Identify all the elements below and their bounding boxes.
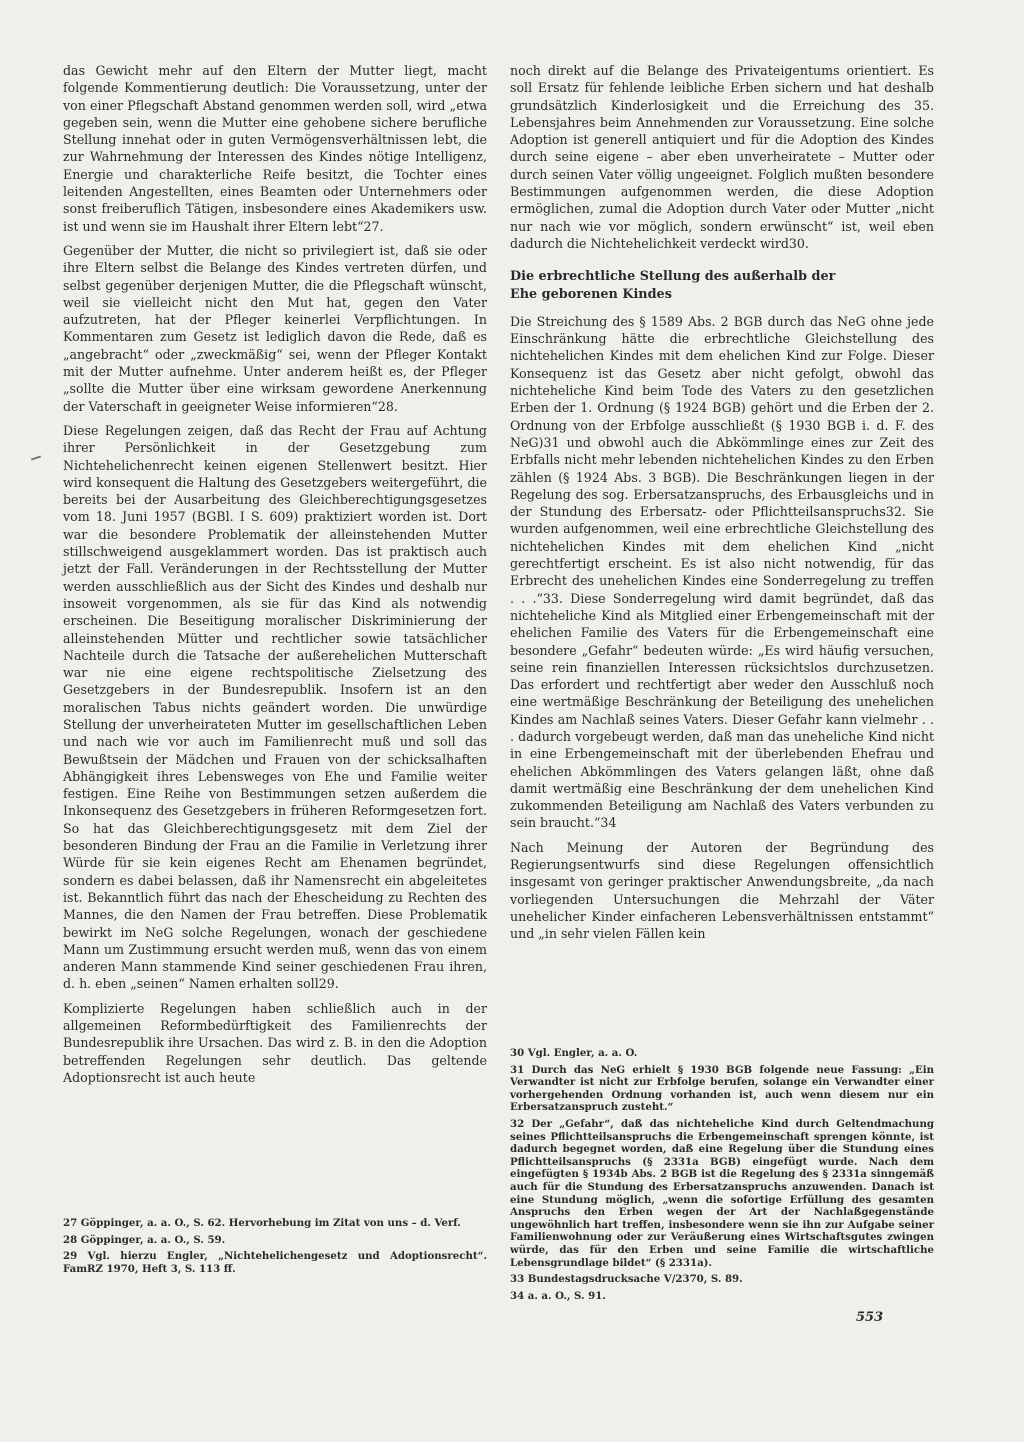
paragraph: das Gewicht mehr auf den Eltern der Mutter liegt, macht folgende Kommentierung deutlich: Die Voraussetzung, unter der von einer Pflegschaft Abstand genommen werden soll, wird „etwa gegeben sein, wenn die Mutter eine gehobene sichere berufliche Stellung innehat oder in guten Vermögensverhältnissen lebt, die zur Wahrnehmung der Interessen des Kindes nötige Intelligenz, Energie und charakterliche Reife besitzt, die Tochter eines leitenden Angestellten, eines Beamten oder Unternehmers oder sonst freiberuflich Tätigen, insbesondere eines Akademikers usw. ist und wenn sie im Haushalt ihrer Eltern lebt“27. <box>63 63 487 234</box>
footnote: 29 Vgl. hierzu Engler, „Nichtehelichengesetz und Adoptionsrecht“. FamRZ 1970, Heft 3, S. 113 ff. <box>63 1250 487 1275</box>
paragraph: Nach Meinung der Autoren der Begründung des Regierungsentwurfs sind diese Regelungen offensichtlich insgesamt von geringer praktischer Anwendungsbreite, „da nach vorliegenden Untersuchungen die Mehrzahl der Väter unehelicher Kinder einfacheren Lebensverhältnissen entstammt“ und „in sehr vielen Fällen kein <box>510 839 934 942</box>
footnote: 33 Bundestagsdrucksache V/2370, S. 89. <box>510 1273 743 1286</box>
footnote: 28 Göppinger, a. a. O., S. 59. <box>63 1233 226 1246</box>
paragraph: Gegenüber der Mutter, die nicht so privilegiert ist, daß sie oder ihre Eltern selbst die Belange des Kindes vertreten dürfen, und selbst gegenüber derjenigen Mutter, die die Pflegschaft wünscht, weil sie vielleicht nicht den Mut hat, gegen den Vater aufzutreten, hat der Pfleger keinerlei Verpflichtungen. In Kommentaren zum Gesetz ist lediglich davon die Rede, daß es „angebracht“ oder „zweckmäßig“ sei, wenn der Pfleger Kontakt mit der Mutter aufnehme. Unter anderem heißt es, der Pfleger „sollte die Mutter über eine wirksam gewordene Anerkennung der Vaterschaft in geeigneter Weise informieren“28. <box>63 242 487 414</box>
heading-line: Die erbrechtliche Stellung des außerhalb der <box>510 269 836 285</box>
page-number: 553 <box>856 1310 884 1325</box>
left-footnotes <box>63 1217 487 1279</box>
section-heading <box>510 268 934 303</box>
paragraph: Die Streichung des § 1589 Abs. 2 BGB durch das NeG ohne jede Einschränkung hätte die erbrechtliche Gleichstellung des nichtehelichen Kindes mit dem ehelichen Kind zur Folge. Dieser Konsequenz ist das Gesetz aber nicht gefolgt, obwohl das nichteheliche Kind beim Tode des Vaters zu den gesetzlichen Erben der 1. Ordnung (§ 1924 BGB) gehört und die Erben der 2. Ordnung von der Erbfolge ausschließt (§ 1930 BGB i. d. F. des NeG)31 und obwohl auch die Abkömmlinge eines zur Zeit des Erbfalls nicht mehr lebenden nichtehelichen Kindes zu den Erben zählen (§ 1924 Abs. 3 BGB). Die Beschränkungen liegen in der Regelung des sog. Erbersatzanspruchs, des Erbausgleichs und in der Stundung des Erbersatz- oder Pflichtteilsanspruchs32. Sie wurden aufgenommen, weil eine erbrechtliche Gleichstellung des nichtehelichen Kindes mit dem ehelichen Kind „nicht gerechtfertigt erscheint. Es ist also nicht notwendig, für das Erbrecht des unehelichen Kindes eine Sonderregelung zu treffen . . .“33. Diese Sonderregelung wird damit begründet, daß das nichteheliche Kind als Mitglied einer Erbengemeinschaft mit der ehelichen Familie des Vaters für die Erbengemeinschaft eine besondere „Gefahr“ bedeuten würde: „Es wird häufig versuchen, seine rein finanziellen Interessen rücksichtslos durchzusetzen. Das erfordert und rechtfertigt aber weder den Ausschluß noch eine wertmäßige Beschränkung der Beteiligung des unehelichen Kindes am Nachlaß seines Vaters. Dieser Gefahr kann vielmehr . . . dadurch vorgebeugt werden, daß man das uneheliche Kind nicht in eine Erbengemeinschaft mit der überlebenden Ehefrau und ehelichen Abkömmlingen des Vaters gelangen läßt, ohne daß damit wertmäßig eine Beschränkung der dem unehelichen Kind zukommenden Beteiligung am Nachlaß des Vaters verbunden zu sein braucht.“34 <box>510 313 934 831</box>
paragraph: Komplizierte Regelungen haben schließlich auch in der allgemeinen Reformbedürftigkeit des Familienrechts der Bundesrepublik ihre Ursachen. Das wird z. B. in den die Adoption betreffenden Regelungen sehr deutlich. Das geltende Adoptionsrecht ist auch heute <box>63 1000 487 1085</box>
right-column <box>510 62 934 950</box>
footnote: 32 Der „Gefahr“, daß das nichteheliche Kind durch Geltendmachung seines Pflichtteilsanspruchs die Erbengemeinschaft sprengen könnte, ist dadurch begegnet worden, daß eine Regelung über die Stundung eines Pflichtteilsanspruchs (§ 2331a BGB) eingefügt wurde. Nach dem eingefügten § 1934b Abs. 2 BGB ist die Regelung des § 2331a sinngemäß auch für die Stundung des Erbersatzanspruchs anzuwenden. Danach ist eine Stundung möglich, „wenn die sofortige Erfüllung des gesamten Anspruchs den Erben wegen der Art der Nachlaßgegenstände ungewöhnlich hart treffen, insbesondere wenn sie ihn zur Aufgabe seiner Familienwohnung oder zur Veräußerung eines Wirtschaftsgutes zwingen würde, das für den Erben und seine Familie die wirtschaftliche Lebensgrundlage bildet“ (§ 2331a). <box>510 1117 934 1269</box>
footnote: 34 a. a. O., S. 91. <box>510 1289 606 1302</box>
heading-line: Ehe geborenen Kindes <box>510 286 672 302</box>
footnote: 30 Vgl. Engler, a. a. O. <box>510 1047 638 1059</box>
footnote: 31 Durch das NeG erhielt § 1930 BGB folgende neue Fassung: „Ein Verwandter ist nicht zur Erbfolge berufen, solange ein Verwandter einer vorhergehenden Ordnung vorhanden ist, auch wenn diesem nur ein Erbersatzanspruch zusteht.“ <box>510 1063 934 1114</box>
right-footnotes <box>510 1047 934 1306</box>
left-column <box>63 62 487 1093</box>
margin-mark <box>31 456 41 461</box>
footnote: 27 Göppinger, a. a. O., S. 62. Hervorhebung im Zitat von uns – d. Verf. <box>63 1217 461 1229</box>
paragraph: Diese Regelungen zeigen, daß das Recht der Frau auf Achtung ihrer Persönlichkeit in der Gesetzgebung zum Nichtehelichenrecht keinen eigenen Stellenwert besitzt. Hier wird konsequent die Haltung des Gesetzgebers weitergeführt, die bereits bei der Ausarbeitung des Gleichberechtigungsgesetzes vom 18. Juni 1957 (BGBl. I S. 609) praktiziert worden ist. Dort war die besondere Problematik der alleinstehenden Mutter stillschweigend ausgeklammert worden. Das ist praktisch auch jetzt der Fall. Veränderungen in der Rechtsstellung der Mutter werden ausschließlich aus der Sicht des Kindes und deshalb nur insoweit vorgenommen, als sie für das Kind als notwendig erscheinen. Die Beseitigung moralischer Diskriminierung der alleinstehenden Mütter und rechtlicher sowie tatsächlicher Nachteile durch die Tatsache der außerehelichen Mutterschaft war nie eine eigene rechtspolitische Zielsetzung des Gesetzgebers in der Bundesrepublik. Insofern ist an den moralischen Tabus nichts geändert worden. Die unwürdige Stellung der unverheirateten Mutter im gesellschaftlichen Leben und nach wie vor auch im Familienrecht muß und soll das Bewußtsein der Mädchen und Frauen von der schicksalhaften Abhängigkeit ihres Lebensweges von Ehe und Familie weiter festigen. Eine Reihe von Bestimmungen setzen außerdem die Inkonsequenz des Gesetzgebers in früheren Reformgesetzen fort. So hat das Gleichberechtigungsgesetz mit dem Ziel der besonderen Bindung der Frau an die Familie in Verletzung ihrer Würde für sie kein eigenes Recht am Ehenamen begründet, sondern es dabei belassen, daß ihr Namensrecht ein abgeleitetes ist. Bekanntlich führt das nach der Ehescheidung zu Rechten des Mannes, die den Namen der Frau betreffen. Diese Problematik bewirkt im NeG solche Regelungen, wonach der geschiedene Mann um Zustimmung ersucht werden muß, wenn das von einem anderen Mann stammende Kind seiner geschiedenen Frau ihren, d. h. eben „seinen“ Namen erhalten soll29. <box>63 422 487 992</box>
paragraph: noch direkt auf die Belange des Privateigentums orientiert. Es soll Ersatz für fehlende leibliche Erben sichern und hat deshalb grundsätzlich Kinderlosigkeit und die Erreichung des 35. Lebensjahres beim Annehmenden zur Voraussetzung. Eine solche Adoption ist generell antiquiert und für die Adoption des Kindes durch seine eigene – aber eben unverheiratete – Mutter oder durch seinen Vater völlig ungeeignet. Folglich mußten besondere Bestimmungen aufgenommen werden, die diese Adoption ermöglichen, zumal die Adoption durch Vater oder Mutter „nicht nur nach wie vor möglich, sondern erwünscht“ ist, weil eben dadurch die Nichtehelichkeit verdeckt wird30. <box>510 63 934 251</box>
